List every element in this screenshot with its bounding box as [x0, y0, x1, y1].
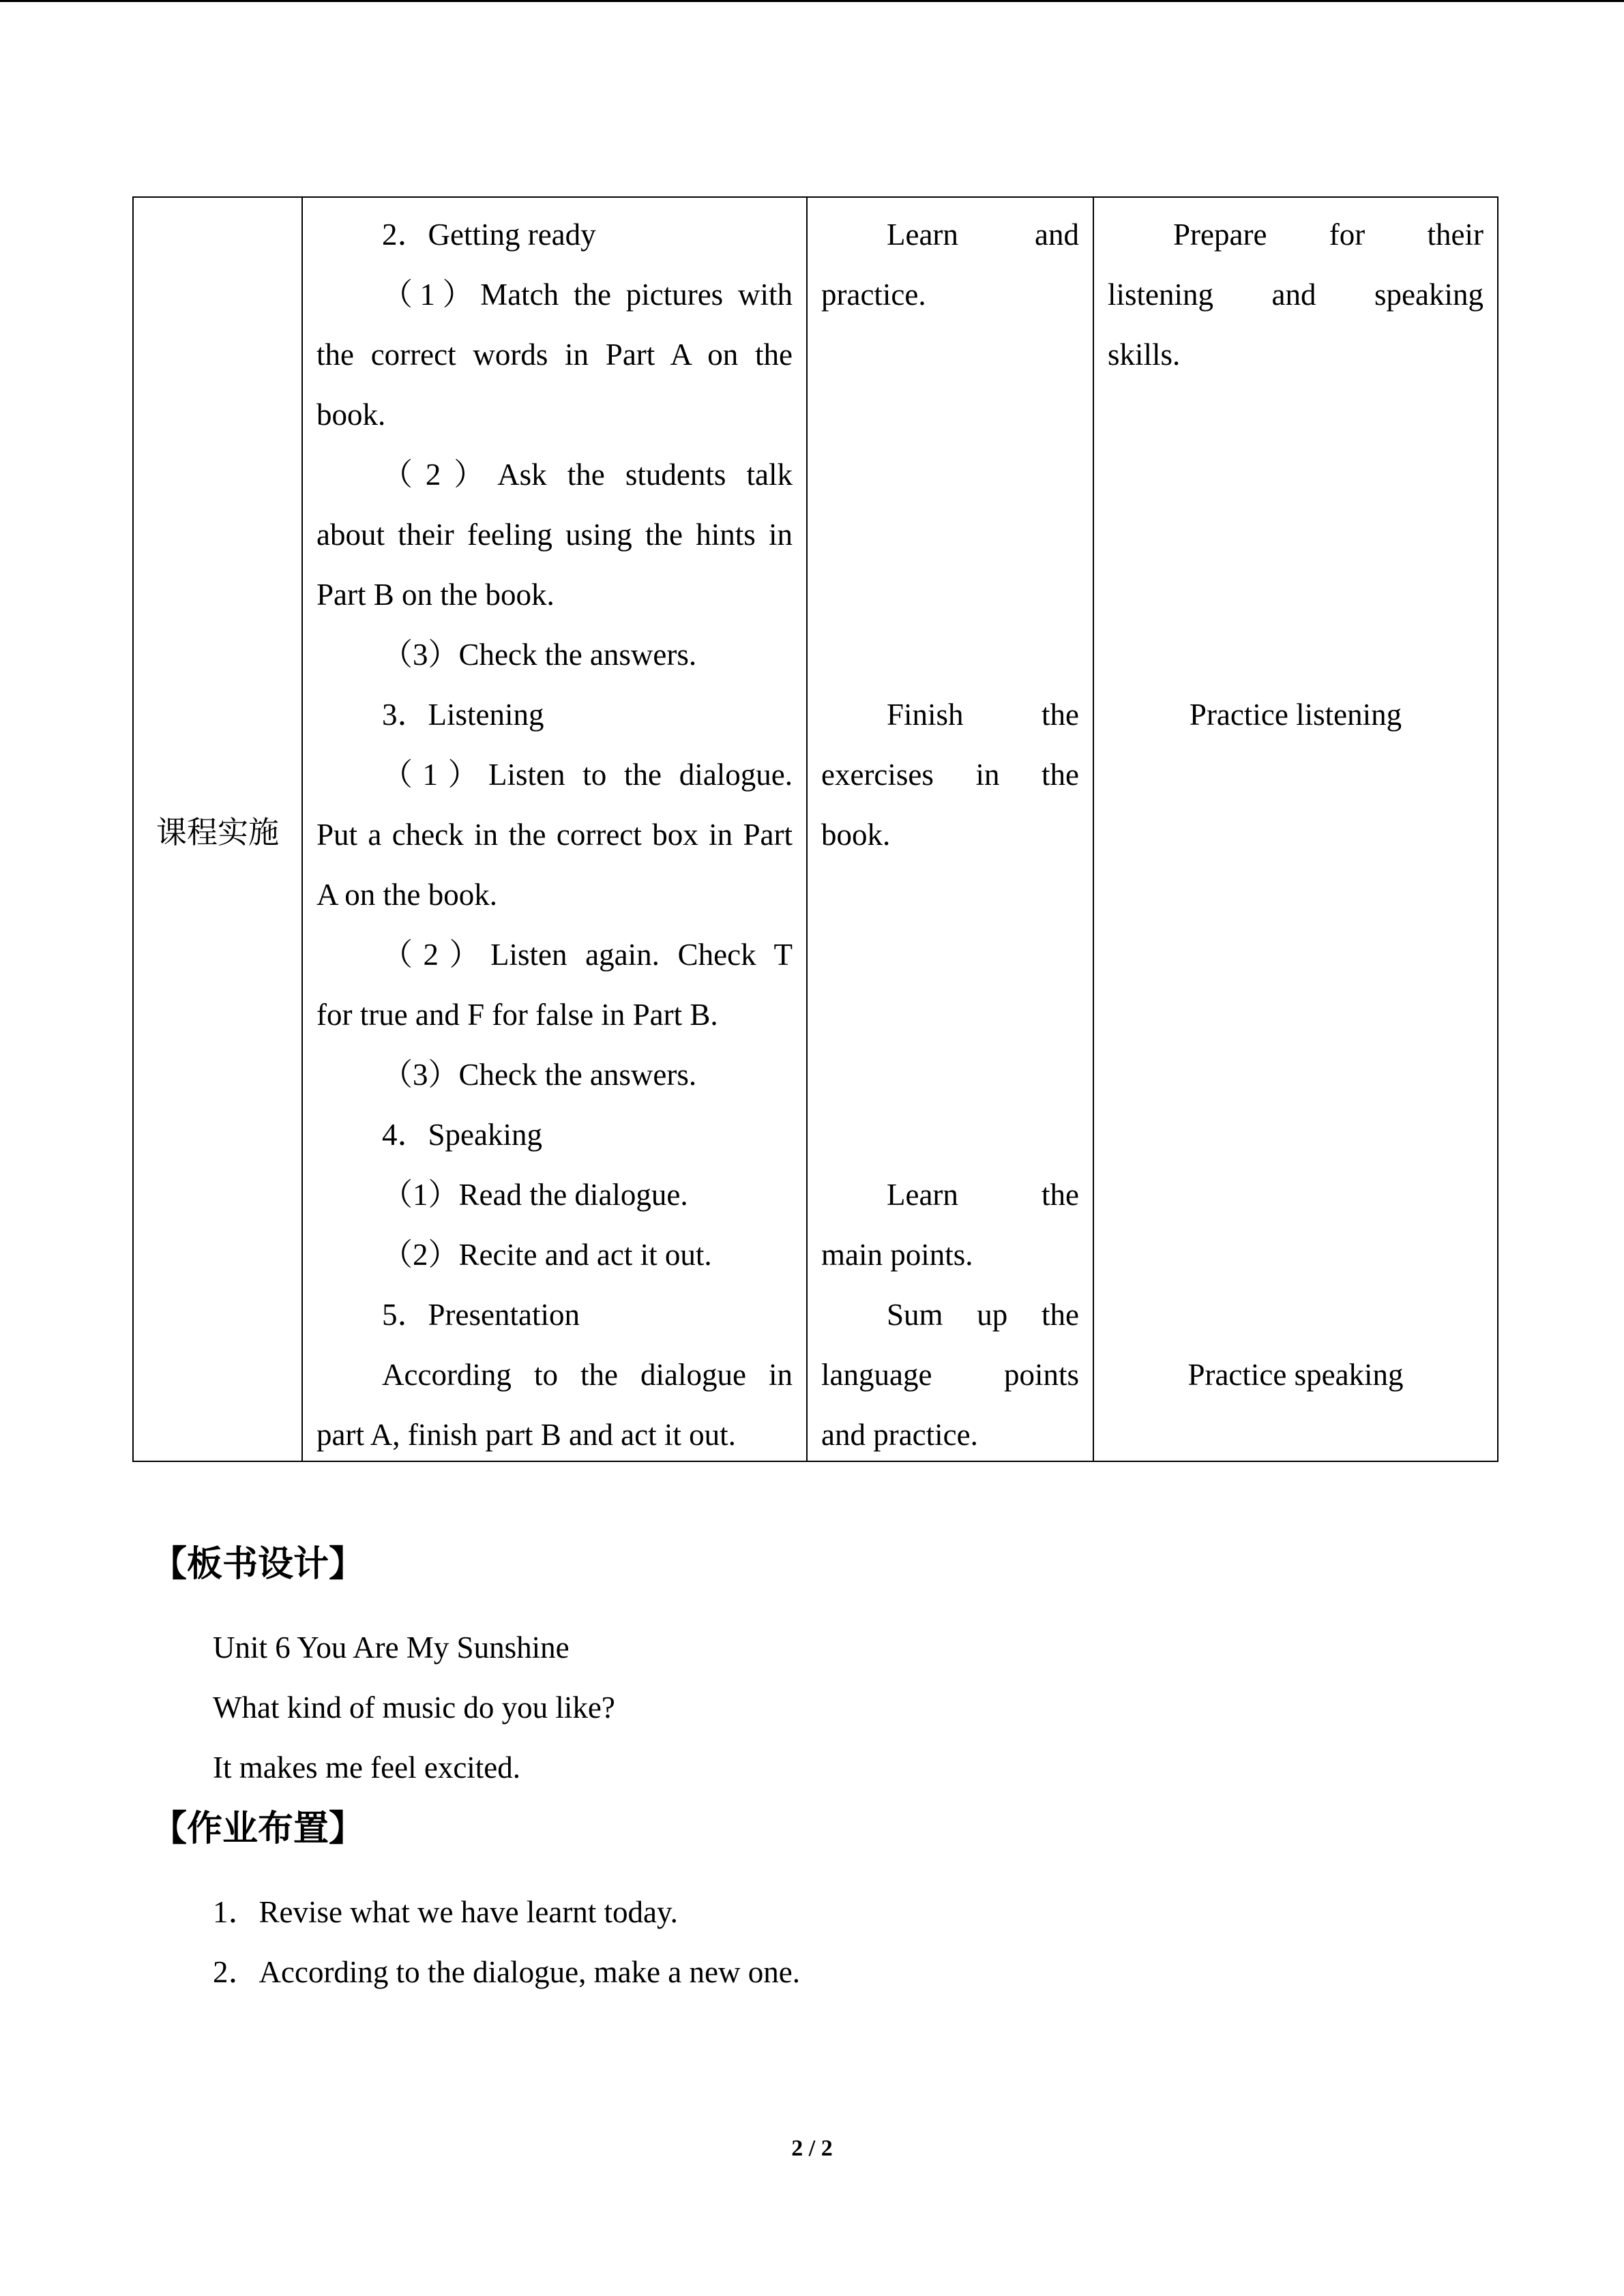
- procedure-line: about their feeling using the hints in: [316, 518, 793, 552]
- student-line: and practice.: [821, 1418, 978, 1452]
- purpose-line: skills.: [1108, 338, 1181, 372]
- purpose-line: Practice listening: [1189, 698, 1402, 732]
- student-line: exercises in the: [821, 758, 1079, 792]
- table-row: [133, 197, 1498, 1461]
- procedure-line: 4．Speaking: [382, 1118, 542, 1152]
- procedure-line: 2．Getting ready: [382, 218, 596, 252]
- homework-heading: 【作业布置】: [151, 1808, 365, 1849]
- procedure-line: （2）Ask the students talk: [382, 458, 793, 492]
- student-line: Finish the: [887, 698, 1079, 732]
- procedure-line: 3．Listening: [382, 698, 544, 732]
- student-line: Learn the: [887, 1178, 1079, 1212]
- page-number: 2 / 2: [791, 2136, 833, 2161]
- procedure-cell: [302, 197, 807, 1461]
- procedure-line: （1）Read the dialogue.: [382, 1178, 688, 1212]
- row-label-cell: [133, 197, 302, 1461]
- homework-item: 2．According to the dialogue, make a new one.: [213, 1955, 800, 1989]
- student-line: Sum up the: [887, 1298, 1079, 1332]
- board-design-heading: 【板书设计】: [151, 1544, 365, 1585]
- procedure-line: A on the book.: [316, 878, 497, 912]
- procedure-line: Put a check in the correct box in Part: [316, 818, 793, 852]
- student-line: language points: [821, 1358, 1079, 1392]
- procedure-line: the correct words in Part A on the: [316, 338, 793, 372]
- student-activity-cell: [807, 197, 1093, 1461]
- procedure-line: （3）Check the answers.: [382, 638, 697, 672]
- purpose-line: Prepare for their: [1173, 218, 1483, 252]
- student-line: main points.: [821, 1238, 973, 1272]
- row-label: 课程实施: [156, 814, 279, 850]
- homework-item: 1．Revise what we have learnt today.: [213, 1895, 678, 1929]
- top-border-line: [0, 0, 1624, 2]
- student-line: Learn and: [887, 218, 1079, 252]
- board-design-line: Unit 6 You Are My Sunshine: [213, 1630, 570, 1665]
- procedure-line: （1）Listen to the dialogue.: [382, 758, 793, 792]
- board-design-line: What kind of music do you like?: [213, 1690, 615, 1725]
- student-line: book.: [821, 818, 891, 852]
- student-line: practice.: [821, 278, 926, 312]
- purpose-line: listening and speaking: [1108, 278, 1483, 312]
- purpose-line: Practice speaking: [1187, 1358, 1404, 1392]
- procedure-line: 5．Presentation: [382, 1298, 580, 1332]
- procedure-line: Part B on the book.: [316, 578, 555, 612]
- procedure-line: book.: [316, 398, 386, 432]
- procedure-line: （1）Match the pictures with: [382, 278, 793, 312]
- procedure-line: According to the dialogue in: [382, 1358, 793, 1392]
- purpose-cell: [1093, 197, 1498, 1461]
- board-design-line: It makes me feel excited.: [213, 1750, 521, 1785]
- lesson-plan-table: [132, 196, 1498, 1462]
- procedure-line: for true and F for false in Part B.: [316, 998, 718, 1032]
- procedure-line: part A, finish part B and act it out.: [316, 1418, 736, 1452]
- procedure-line: （3）Check the answers.: [382, 1058, 697, 1092]
- procedure-line: （2）Recite and act it out.: [382, 1238, 712, 1272]
- procedure-line: （2）Listen again. Check T: [382, 938, 793, 972]
